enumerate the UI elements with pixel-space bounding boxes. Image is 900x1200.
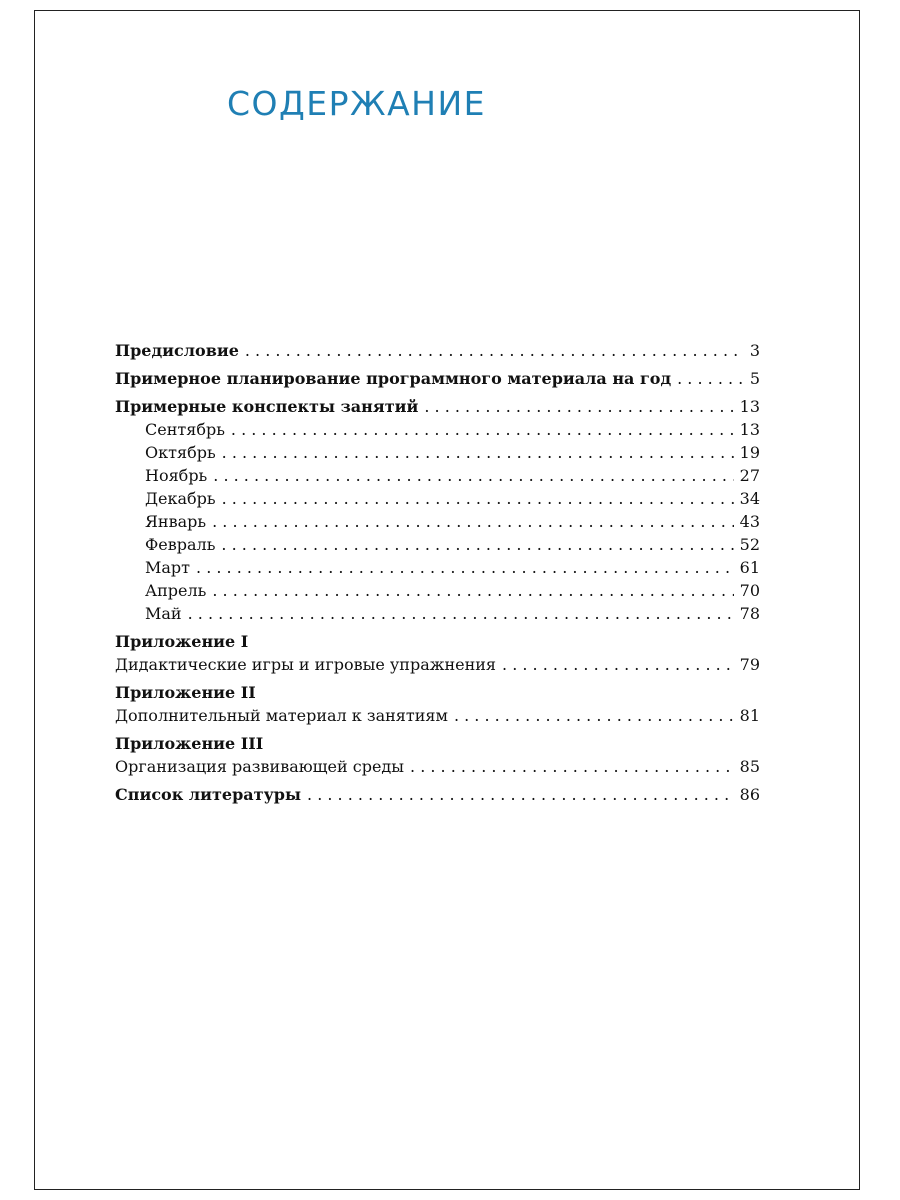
toc-page-number: 70	[739, 581, 760, 600]
toc-page-number: 27	[739, 466, 760, 485]
toc-entry-lesson-notes[interactable]	[115, 395, 760, 418]
toc-entry-label: Ноябрь	[145, 466, 208, 485]
toc-page-number: 61	[739, 558, 760, 577]
toc-entry-bibliography[interactable]	[115, 783, 760, 806]
toc-entry-label: Март	[145, 558, 191, 577]
toc-entry-label: Январь	[145, 512, 207, 531]
toc-entry-didactic-games[interactable]	[115, 653, 760, 676]
toc-page-number: 19	[739, 443, 760, 462]
toc-entry-label: Предисловие	[115, 341, 239, 360]
toc-heading-appendix-1	[115, 630, 760, 653]
toc-page-number: 34	[739, 489, 760, 508]
toc-entry-march[interactable]	[115, 556, 760, 579]
dot-leader	[221, 533, 733, 556]
table-of-contents	[115, 339, 760, 806]
toc-entry-april[interactable]	[115, 579, 760, 602]
toc-entry-label: Приложение I	[115, 632, 249, 651]
toc-page-number: 85	[739, 757, 760, 776]
dot-leader	[502, 653, 734, 676]
toc-entry-label: Дополнительный материал к занятиям	[115, 706, 448, 725]
toc-entry-december[interactable]	[115, 487, 760, 510]
toc-page-number: 52	[739, 535, 760, 554]
toc-page-number: 5	[749, 369, 760, 388]
toc-entry-label: Организация развивающей среды	[115, 757, 405, 776]
toc-page-number: 79	[739, 655, 760, 674]
toc-page-number: 86	[739, 785, 760, 804]
page-title: СОДЕРЖАНИЕ	[227, 84, 487, 123]
dot-leader	[222, 487, 734, 510]
toc-entry-january[interactable]	[115, 510, 760, 533]
toc-entry-label: Октябрь	[145, 443, 216, 462]
toc-entry-may[interactable]	[115, 602, 760, 625]
toc-page-number: 13	[739, 420, 760, 439]
toc-entry-label: Дидактические игры и игровые упражнения	[115, 655, 497, 674]
dot-leader	[424, 395, 733, 418]
toc-entry-preface[interactable]	[115, 339, 760, 362]
dot-leader	[307, 783, 734, 806]
dot-leader	[231, 418, 734, 441]
toc-entry-february[interactable]	[115, 533, 760, 556]
toc-entry-label: Декабрь	[145, 489, 216, 508]
toc-page-number: 13	[739, 397, 760, 416]
dot-leader	[188, 602, 734, 625]
toc-entry-label: Май	[145, 604, 182, 623]
toc-entry-october[interactable]	[115, 441, 760, 464]
dot-leader	[410, 755, 734, 778]
dot-leader	[213, 464, 733, 487]
toc-page-number: 78	[739, 604, 760, 623]
toc-entry-label: Апрель	[145, 581, 207, 600]
toc-heading-appendix-2	[115, 681, 760, 704]
toc-page-number: 3	[749, 341, 760, 360]
toc-entry-label: Приложение II	[115, 683, 256, 702]
toc-entry-label: Список литературы	[115, 785, 302, 804]
dot-leader	[454, 704, 734, 727]
toc-entry-label: Примерные конспекты занятий	[115, 397, 419, 416]
dot-leader	[212, 510, 734, 533]
toc-entry-november[interactable]	[115, 464, 760, 487]
toc-entry-september[interactable]	[115, 418, 760, 441]
toc-entry-planning[interactable]	[115, 367, 760, 390]
toc-entry-label: Февраль	[145, 535, 216, 554]
toc-entry-label: Приложение III	[115, 734, 264, 753]
toc-page-number: 43	[739, 512, 760, 531]
dot-leader	[677, 367, 744, 390]
toc-entry-environment[interactable]	[115, 755, 760, 778]
dot-leader	[212, 579, 733, 602]
dot-leader	[222, 441, 734, 464]
dot-leader	[196, 556, 734, 579]
toc-page-number: 81	[739, 706, 760, 725]
toc-entry-additional-material[interactable]	[115, 704, 760, 727]
toc-heading-appendix-3	[115, 732, 760, 755]
toc-entry-label: Примерное планирование программного материала на год	[115, 369, 672, 388]
toc-entry-label: Сентябрь	[145, 420, 225, 439]
dot-leader	[245, 339, 744, 362]
